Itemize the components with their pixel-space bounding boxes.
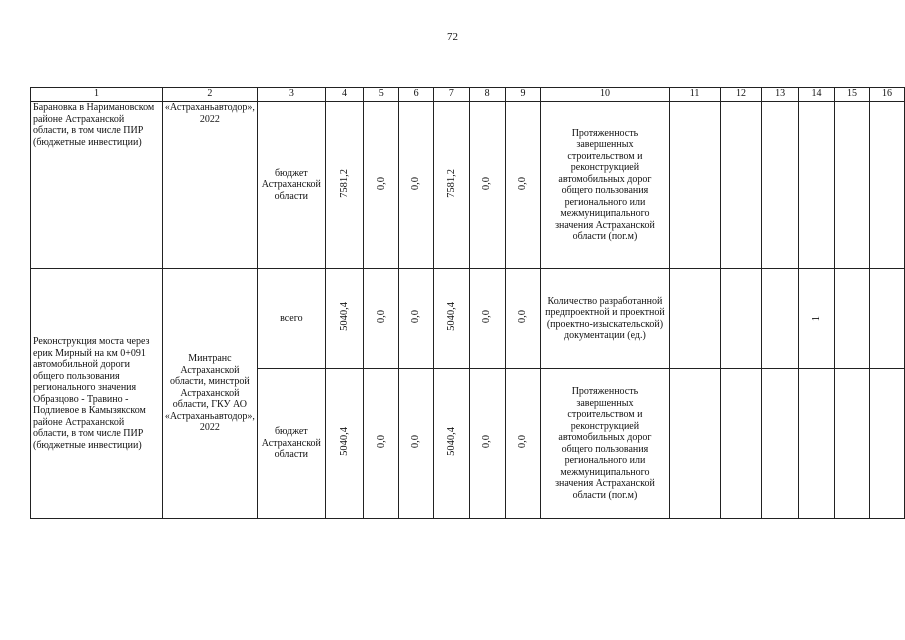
header-cell-15: 15 [835,88,870,102]
header-cell-8: 8 [469,88,505,102]
header-cell-16: 16 [869,88,904,102]
value-col8: 0,0 [469,269,505,369]
empty-cell [799,102,835,269]
executor: Минтранс Астраханской области, минстрой Астраханской области, ГКУ АО «Астраханьавтодор», 2022 [162,269,257,519]
empty-cell [799,369,835,519]
indicator: Протяженность завершенных строительством и реконструкцией автомобильных дорог общего пользования регионального или межмуниципального значения Астраханской области (пог.м) [541,369,669,519]
empty-cell [762,269,799,369]
program-table [30,87,905,519]
value-col6: 0,0 [399,369,434,519]
header-cell-1: 1 [31,88,163,102]
empty-cell [720,369,762,519]
funding-source: всего [257,269,325,369]
value-col4: 7581,2 [325,102,364,269]
empty-cell [720,102,762,269]
executor: «Астраханьавтодор», 2022 [162,102,257,269]
empty-cell [869,269,904,369]
funding-source: бюджет Астраханской области [257,102,325,269]
header-row [31,88,905,102]
value-col8: 0,0 [469,369,505,519]
value-col5: 0,0 [364,102,399,269]
object-name: Барановка в Наримановском районе Астраханской области, в том числе ПИР (бюджетные инвестиции) [31,102,163,269]
header-cell-10: 10 [541,88,669,102]
empty-cell [669,269,720,369]
empty-cell [835,369,870,519]
header-cell-9: 9 [505,88,541,102]
value-col9: 0,0 [505,102,541,269]
header-cell-3: 3 [257,88,325,102]
header-cell-12: 12 [720,88,762,102]
empty-cell [835,102,870,269]
value-col7: 7581,2 [434,102,470,269]
header-cell-5: 5 [364,88,399,102]
value-col5: 0,0 [364,369,399,519]
value-col6: 0,0 [399,269,434,369]
empty-cell [869,102,904,269]
table-row [31,269,905,369]
value-col7: 5040,4 [434,369,470,519]
value-col7: 5040,4 [434,269,470,369]
funding-source: бюджет Астраханской области [257,369,325,519]
indicator: Количество разработанной предпроектной и проектной (проектно-изыскательской) документации (ед.) [541,269,669,369]
header-cell-11: 11 [669,88,720,102]
empty-cell [762,369,799,519]
header-cell-6: 6 [399,88,434,102]
empty-cell [869,369,904,519]
empty-cell [835,269,870,369]
value-col9: 0,0 [505,269,541,369]
value-col6: 0,0 [399,102,434,269]
value-col9: 0,0 [505,369,541,519]
value-col8: 0,0 [469,102,505,269]
empty-cell [669,102,720,269]
page-number: 72 [447,31,458,43]
empty-cell [762,102,799,269]
header-cell-4: 4 [325,88,364,102]
object-name: Реконструкция моста через ерик Мирный на км 0+091 автомобильной дороги общего пользования регионального значения Образцово - Травино - Подлиевое в Камызякском районе Астраханской области, в том числе ПИР (бюджетные инвестиции) [31,269,163,519]
header-cell-14: 14 [799,88,835,102]
header-cell-7: 7 [434,88,470,102]
value-col4: 5040,4 [325,269,364,369]
value-col14: 1 [799,269,835,369]
table-row [31,102,905,269]
value-col5: 0,0 [364,269,399,369]
empty-cell [720,269,762,369]
empty-cell [669,369,720,519]
header-cell-2: 2 [162,88,257,102]
header-cell-13: 13 [762,88,799,102]
value-col4: 5040,4 [325,369,364,519]
indicator: Протяженность завершенных строительством и реконструкцией автомобильных дорог общего пользования регионального или межмуниципального значения Астраханской области (пог.м) [541,102,669,269]
